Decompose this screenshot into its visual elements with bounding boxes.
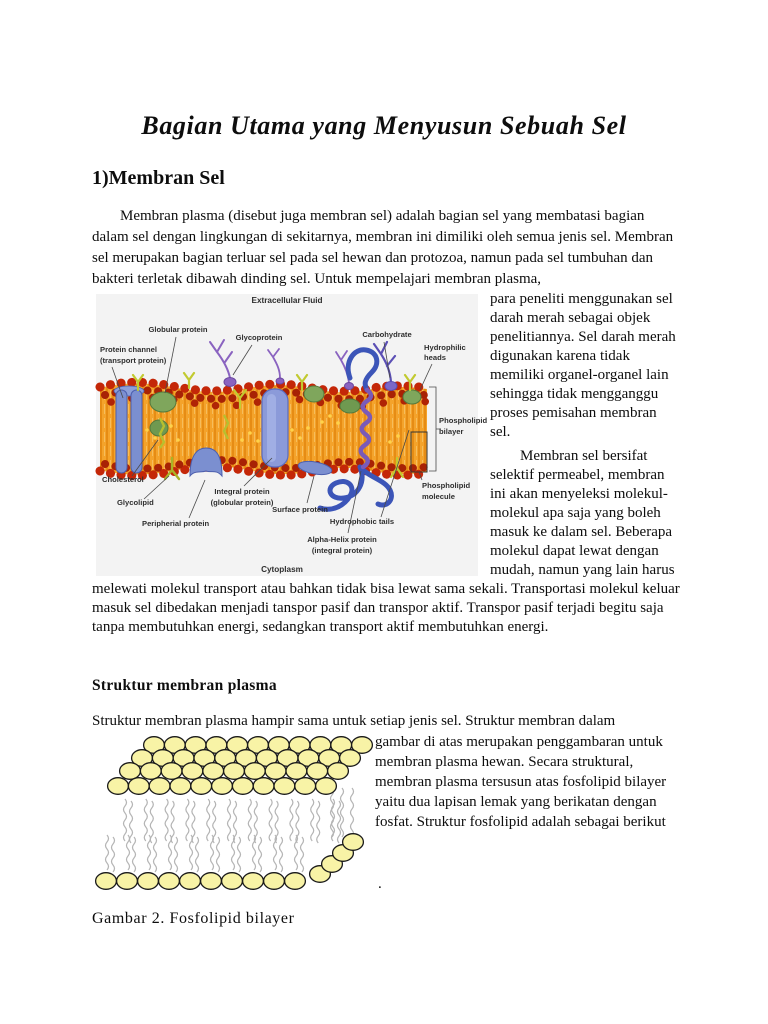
label-alpha-helix-2: (integral protein) xyxy=(311,546,373,555)
label-peripherial-protein: Peripherial protein xyxy=(142,519,210,528)
label-globular-protein: Globular protein xyxy=(148,325,208,334)
label-hydrophobic-tails: Hydrophobic tails xyxy=(329,517,395,526)
label-integral-protein-2: (globular protein) xyxy=(210,498,274,507)
figure-membrane-diagram xyxy=(92,290,488,580)
label-phospholipid-bilayer-1: Phospholipid xyxy=(439,416,488,425)
label-glycoprotein: Glycoprotein xyxy=(235,333,283,342)
section-heading-struktur: Struktur membran plasma xyxy=(92,677,277,694)
figure-caption: Gambar 2. Fosfolipid bilayer xyxy=(92,910,295,927)
integral-protein-shape xyxy=(262,389,288,467)
section-struktur-membran xyxy=(92,676,680,927)
label-cholesterol: Cholesterol xyxy=(102,475,144,484)
figure-fosfolipid-bilayer xyxy=(92,733,367,905)
page-title: Bagian Utama yang Menyusun Sebuah Sel xyxy=(141,111,627,140)
section-heading-membran: 1)Membran Sel xyxy=(92,167,225,189)
label-cytoplasm: Cytoplasm xyxy=(261,565,303,574)
paragraph-struktur-wrap: gambar di atas merupakan penggambaran untuk membran plasma hewan. Secara struktural, membran plasma tersusun atas fosfolipid bilayer yaitu dua lapisan lemak yang berikatan dengan fosfat. Struktur fosfolipid adalah sebagai berikut xyxy=(375,734,667,830)
stray-period: . xyxy=(378,876,382,892)
label-glycolipid: Glycolipid xyxy=(117,498,154,507)
label-phospholipid-molecule-2: molecule xyxy=(422,492,455,501)
paragraph-membran-wrap: para peneliti menggunakan sel darah merah sebagai objek penelitiannya. Sel darah merah digunakan karena tidak memiliki organel-organel lain sehingga tidak mengganggu proses pemisahan membran sel. xyxy=(490,291,676,440)
label-integral-protein-1: Integral protein xyxy=(214,487,270,496)
label-hydrophilic-heads-1: Hydrophilic xyxy=(424,343,466,352)
label-phospholipid-bilayer-2: bilayer xyxy=(439,427,464,436)
paragraph-selektif-permeabel: Membran sel bersifat selektif permeabel, membran ini akan menyeleksi molekul-molekul apa saja yang boleh masuk ke dalam sel. Beberapa molekul dapat lewat dengan mudah, namun yang lain harus melewati molekul transport atau bahkan tidak bisa lewat sama sekali. Transportasi molekul keluar masuk sel dibedakan menjadi tanspor pasif dan transpor aktif. Transpor pasif terjadi begitu saja tanpa membutuhkan energi, sedangkan transport aktif membutuhkan energi. xyxy=(92,448,680,635)
membrane-diagram-svg xyxy=(92,290,488,580)
label-alpha-helix-1: Alpha-Helix protein xyxy=(307,535,377,544)
label-carbohydrate: Carbohydrate xyxy=(362,330,412,339)
bilayer-figure-svg xyxy=(92,733,367,905)
label-surface-protein: Surface protein xyxy=(272,505,328,514)
paragraph-membran-intro: Membran plasma (disebut juga membran sel) adalah bagian sel yang membatasi bagian dalam sel dengan lingkungan di sekitarnya, membran ini dimiliki oleh semua jenis sel. Membran sel merupakan bagian terluar sel pada sel hewan dan protozoa, namun pada sel tumbuhan dan bakteri terletak dibawah dinding sel. Untuk mempelajari membran plasma, xyxy=(92,208,674,287)
label-phospholipid-molecule-1: Phospholipid xyxy=(422,481,471,490)
section-membran-sel xyxy=(92,166,680,637)
label-extracellular-fluid: Extracellular Fluid xyxy=(251,296,323,305)
label-protein-channel-1: Protein channel xyxy=(100,345,157,354)
paragraph-struktur-line1: Struktur membran plasma hampir sama untuk setiap jenis sel. Struktur membran dalam xyxy=(92,713,616,729)
label-hydrophilic-heads-2: heads xyxy=(424,353,446,362)
label-protein-channel-2: (transport protein) xyxy=(100,356,167,365)
hydrophobic-tail-squiggles xyxy=(106,788,354,872)
